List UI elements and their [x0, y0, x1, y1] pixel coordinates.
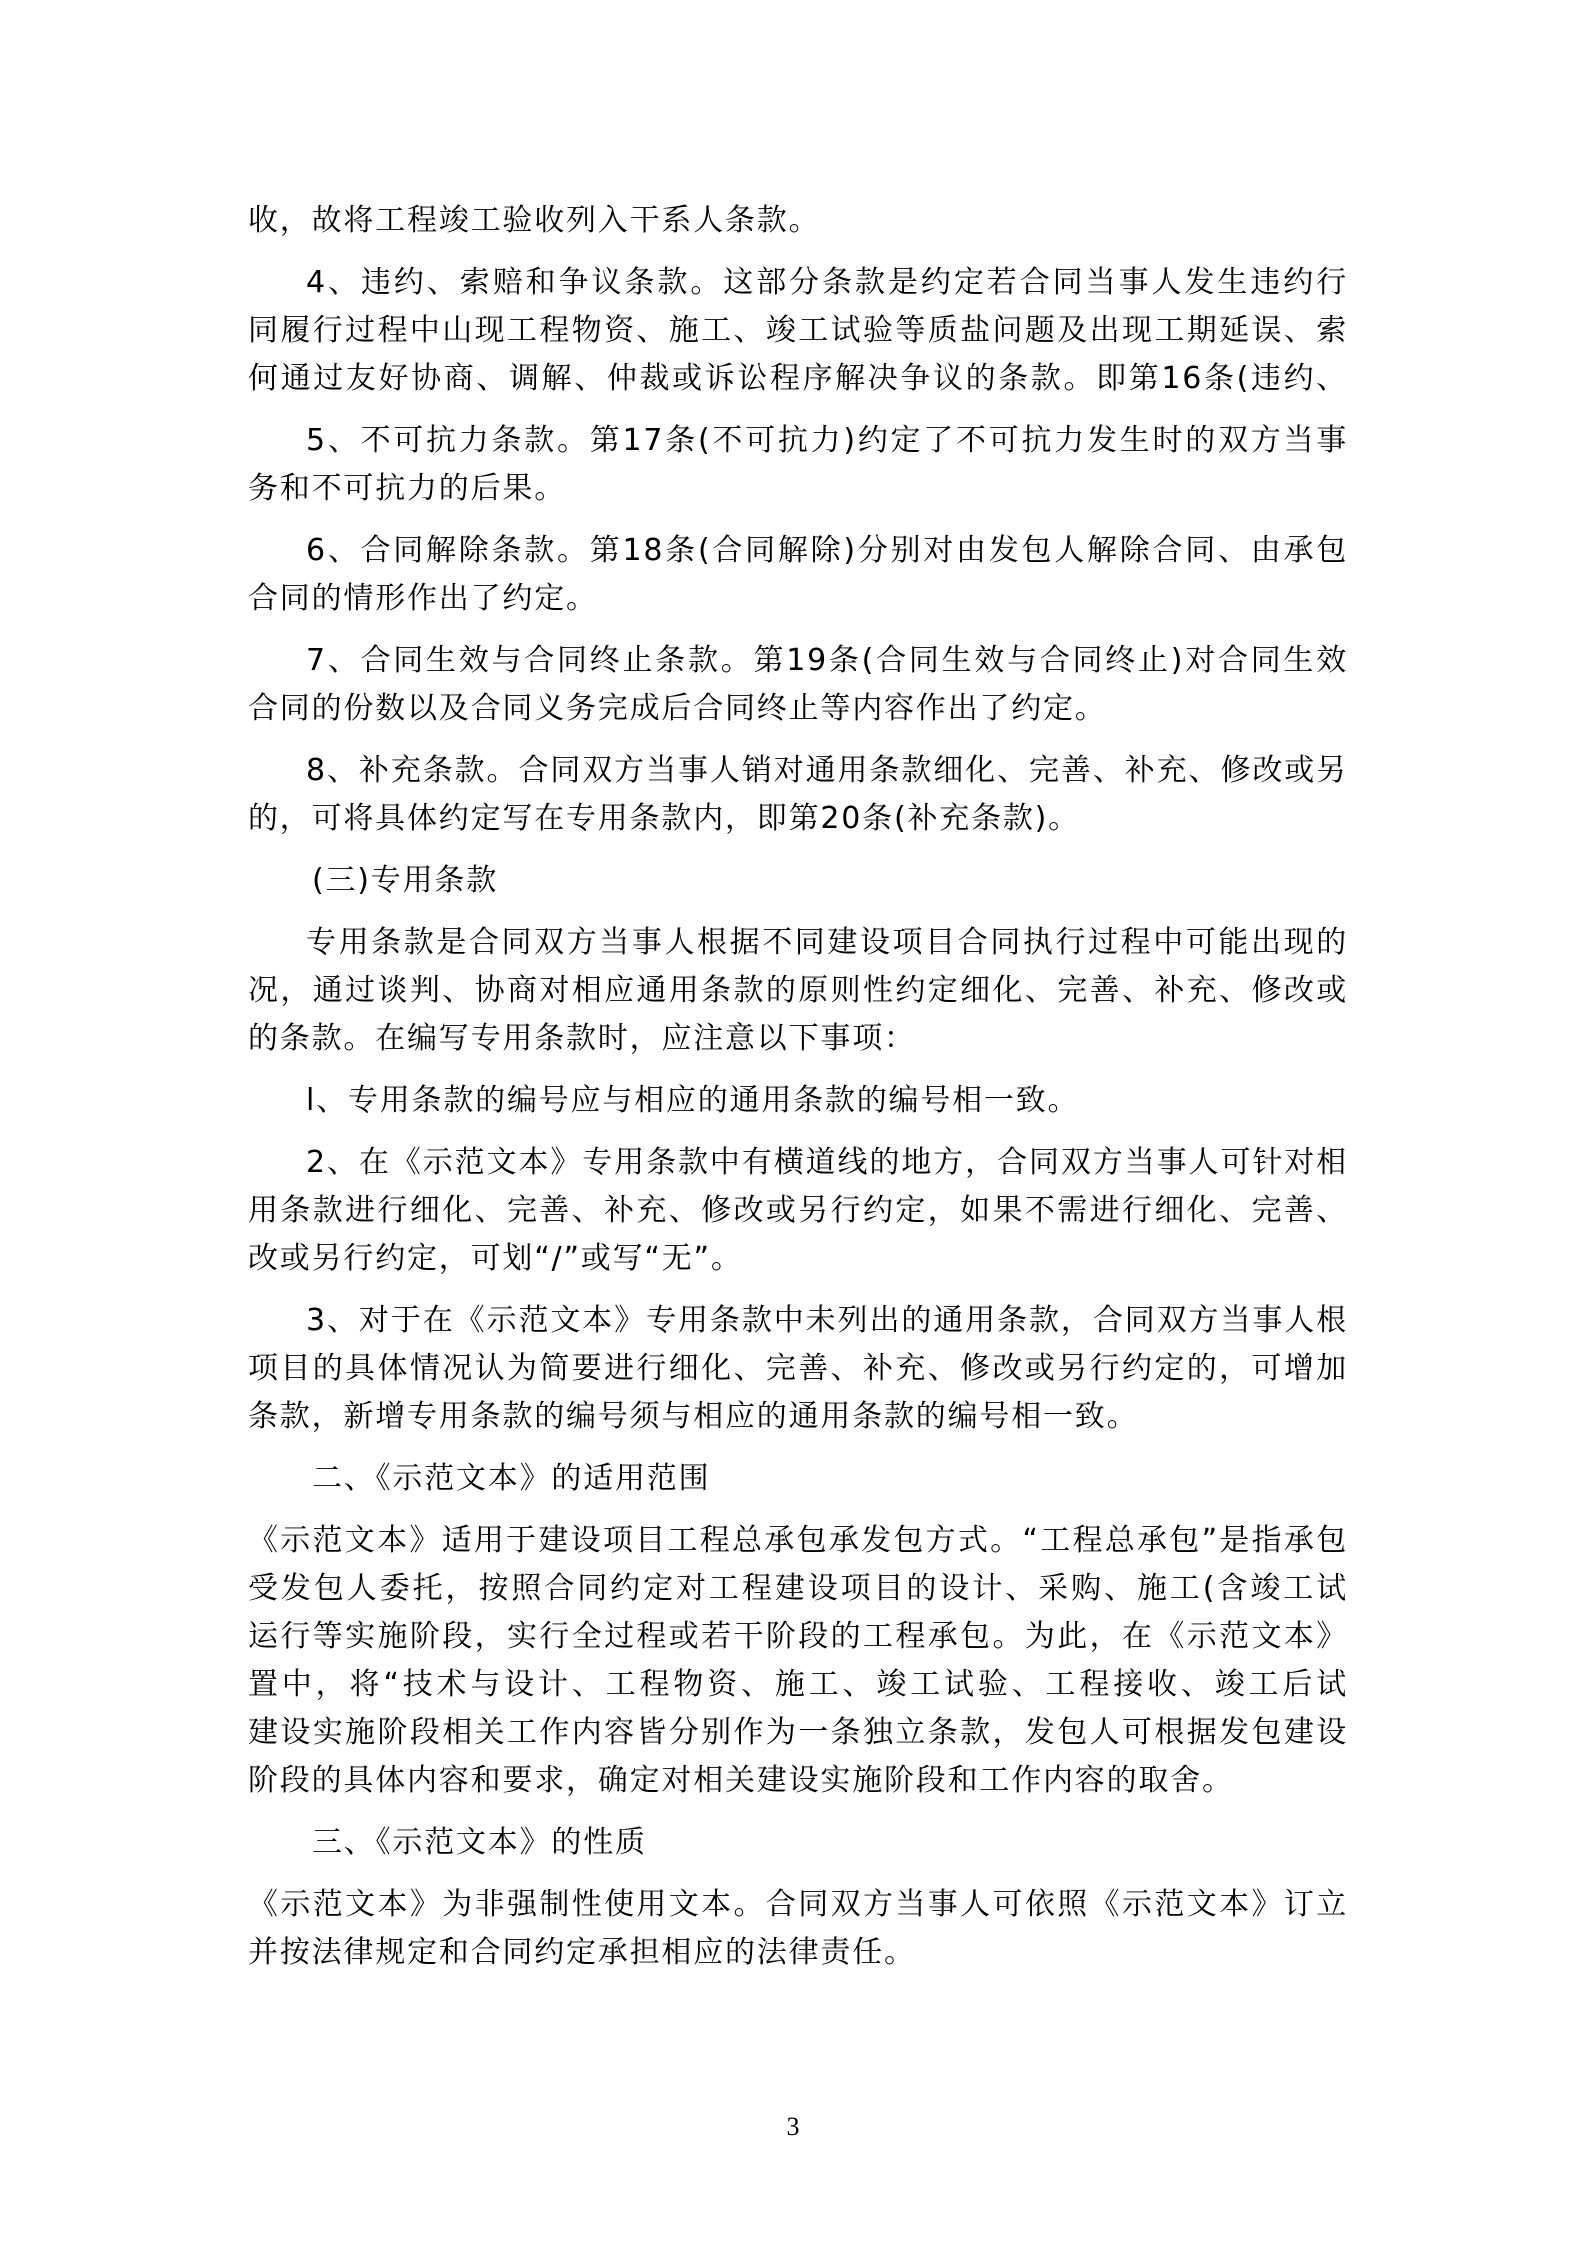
body-line: 项目的具体情况认为简要进行细化、完善、补充、修改或另行约定的，可增加	[248, 1351, 1348, 1386]
body-line: l、专用条款的编号应与相应的通用条款的编号相一致。	[306, 1083, 1080, 1118]
body-line: 何通过友好协商、调解、仲裁或诉讼程序解决争议的条款。即第16条(违约、	[248, 361, 1348, 396]
section-heading: (三)专用条款	[312, 863, 499, 898]
body-line: 改或另行约定，可划“/”或写“无”。	[248, 1241, 743, 1276]
body-line: 7、合同生效与合同终止条款。第19条(合同生效与合同终止)对合同生效	[306, 643, 1348, 678]
page-number: 3	[786, 2112, 800, 2141]
body-line: 5、不可抗力条款。第17条(不可抗力)约定了不可抗力发生时的双方当事	[306, 423, 1348, 458]
body-line: 2、在《示范文本》专用条款中有横道线的地方，合同双方当事人可针对相	[306, 1145, 1348, 1180]
body-line: 6、合同解除条款。第18条(合同解除)分别对由发包人解除合同、由承包	[306, 533, 1348, 568]
body-line: 合同的份数以及合同义务完成后合同终止等内容作出了约定。	[248, 691, 1107, 726]
body-line: 4、违约、索赔和争议条款。这部分条款是约定若合同当事人发生违约行	[306, 265, 1348, 300]
body-line: 的条款。在编写专用条款时，应注意以下事项：	[248, 1021, 916, 1056]
body-line: 并按法律规定和合同约定承担相应的法律责任。	[248, 1935, 916, 1970]
body-line: 受发包人委托，按照合同约定对工程建设项目的设计、采购、施工(含竣工试	[248, 1571, 1348, 1606]
body-line: 专用条款是合同双方当事人根据不同建设项目合同执行过程中可能出现的	[306, 925, 1348, 960]
document-body	[248, 197, 1348, 1977]
body-line: 的，可将具体约定写在专用条款内，即第20条(补充条款)。	[248, 801, 1080, 836]
body-line: 3、对于在《示范文本》专用条款中未列出的通用条款，合同双方当事人根	[306, 1303, 1348, 1338]
body-line: 况，通过谈判、协商对相应通用条款的原则性约定细化、完善、补充、修改或	[248, 973, 1348, 1008]
section-heading: 二、《示范文本》的适用范围	[312, 1461, 711, 1496]
body-line: 务和不可抗力的后果。	[248, 471, 566, 506]
body-line: 建设实施阶段相关工作内容皆分别作为一条独立条款，发包人可根据发包建设	[248, 1715, 1348, 1750]
body-line: 《示范文本》适用于建设项目工程总承包承发包方式。“工程总承包”是指承包	[248, 1523, 1348, 1558]
body-line: 条款，新增专用条款的编号须与相应的通用条款的编号相一致。	[248, 1399, 1139, 1434]
body-line: 收，故将工程竣工验收列入干系人条款。	[248, 203, 821, 238]
section-heading: 三、《示范文本》的性质	[312, 1825, 647, 1860]
body-line: 《示范文本》为非强制性使用文本。合同双方当事人可依照《示范文本》订立	[248, 1887, 1348, 1922]
body-line: 合同的情形作出了约定。	[248, 581, 598, 616]
body-line: 8、补充条款。合同双方当事人销对通用条款细化、完善、补充、修改或另	[306, 753, 1348, 788]
body-line: 同履行过程中山现工程物资、施工、竣工试验等质盐问题及出现工期延误、索	[248, 313, 1348, 348]
body-line: 运行等实施阶段，实行全过程或若干阶段的工程承包。为此，在《示范文本》	[248, 1619, 1348, 1654]
body-line: 阶段的具体内容和要求，确定对相关建设实施阶段和工作内容的取舍。	[248, 1763, 1234, 1798]
body-line: 用条款进行细化、完善、补充、修改或另行约定，如果不需进行细化、完善、	[248, 1193, 1348, 1228]
body-line: 置中，将“技术与设计、工程物资、施工、竣工试验、工程接收、竣工后试	[248, 1667, 1348, 1702]
